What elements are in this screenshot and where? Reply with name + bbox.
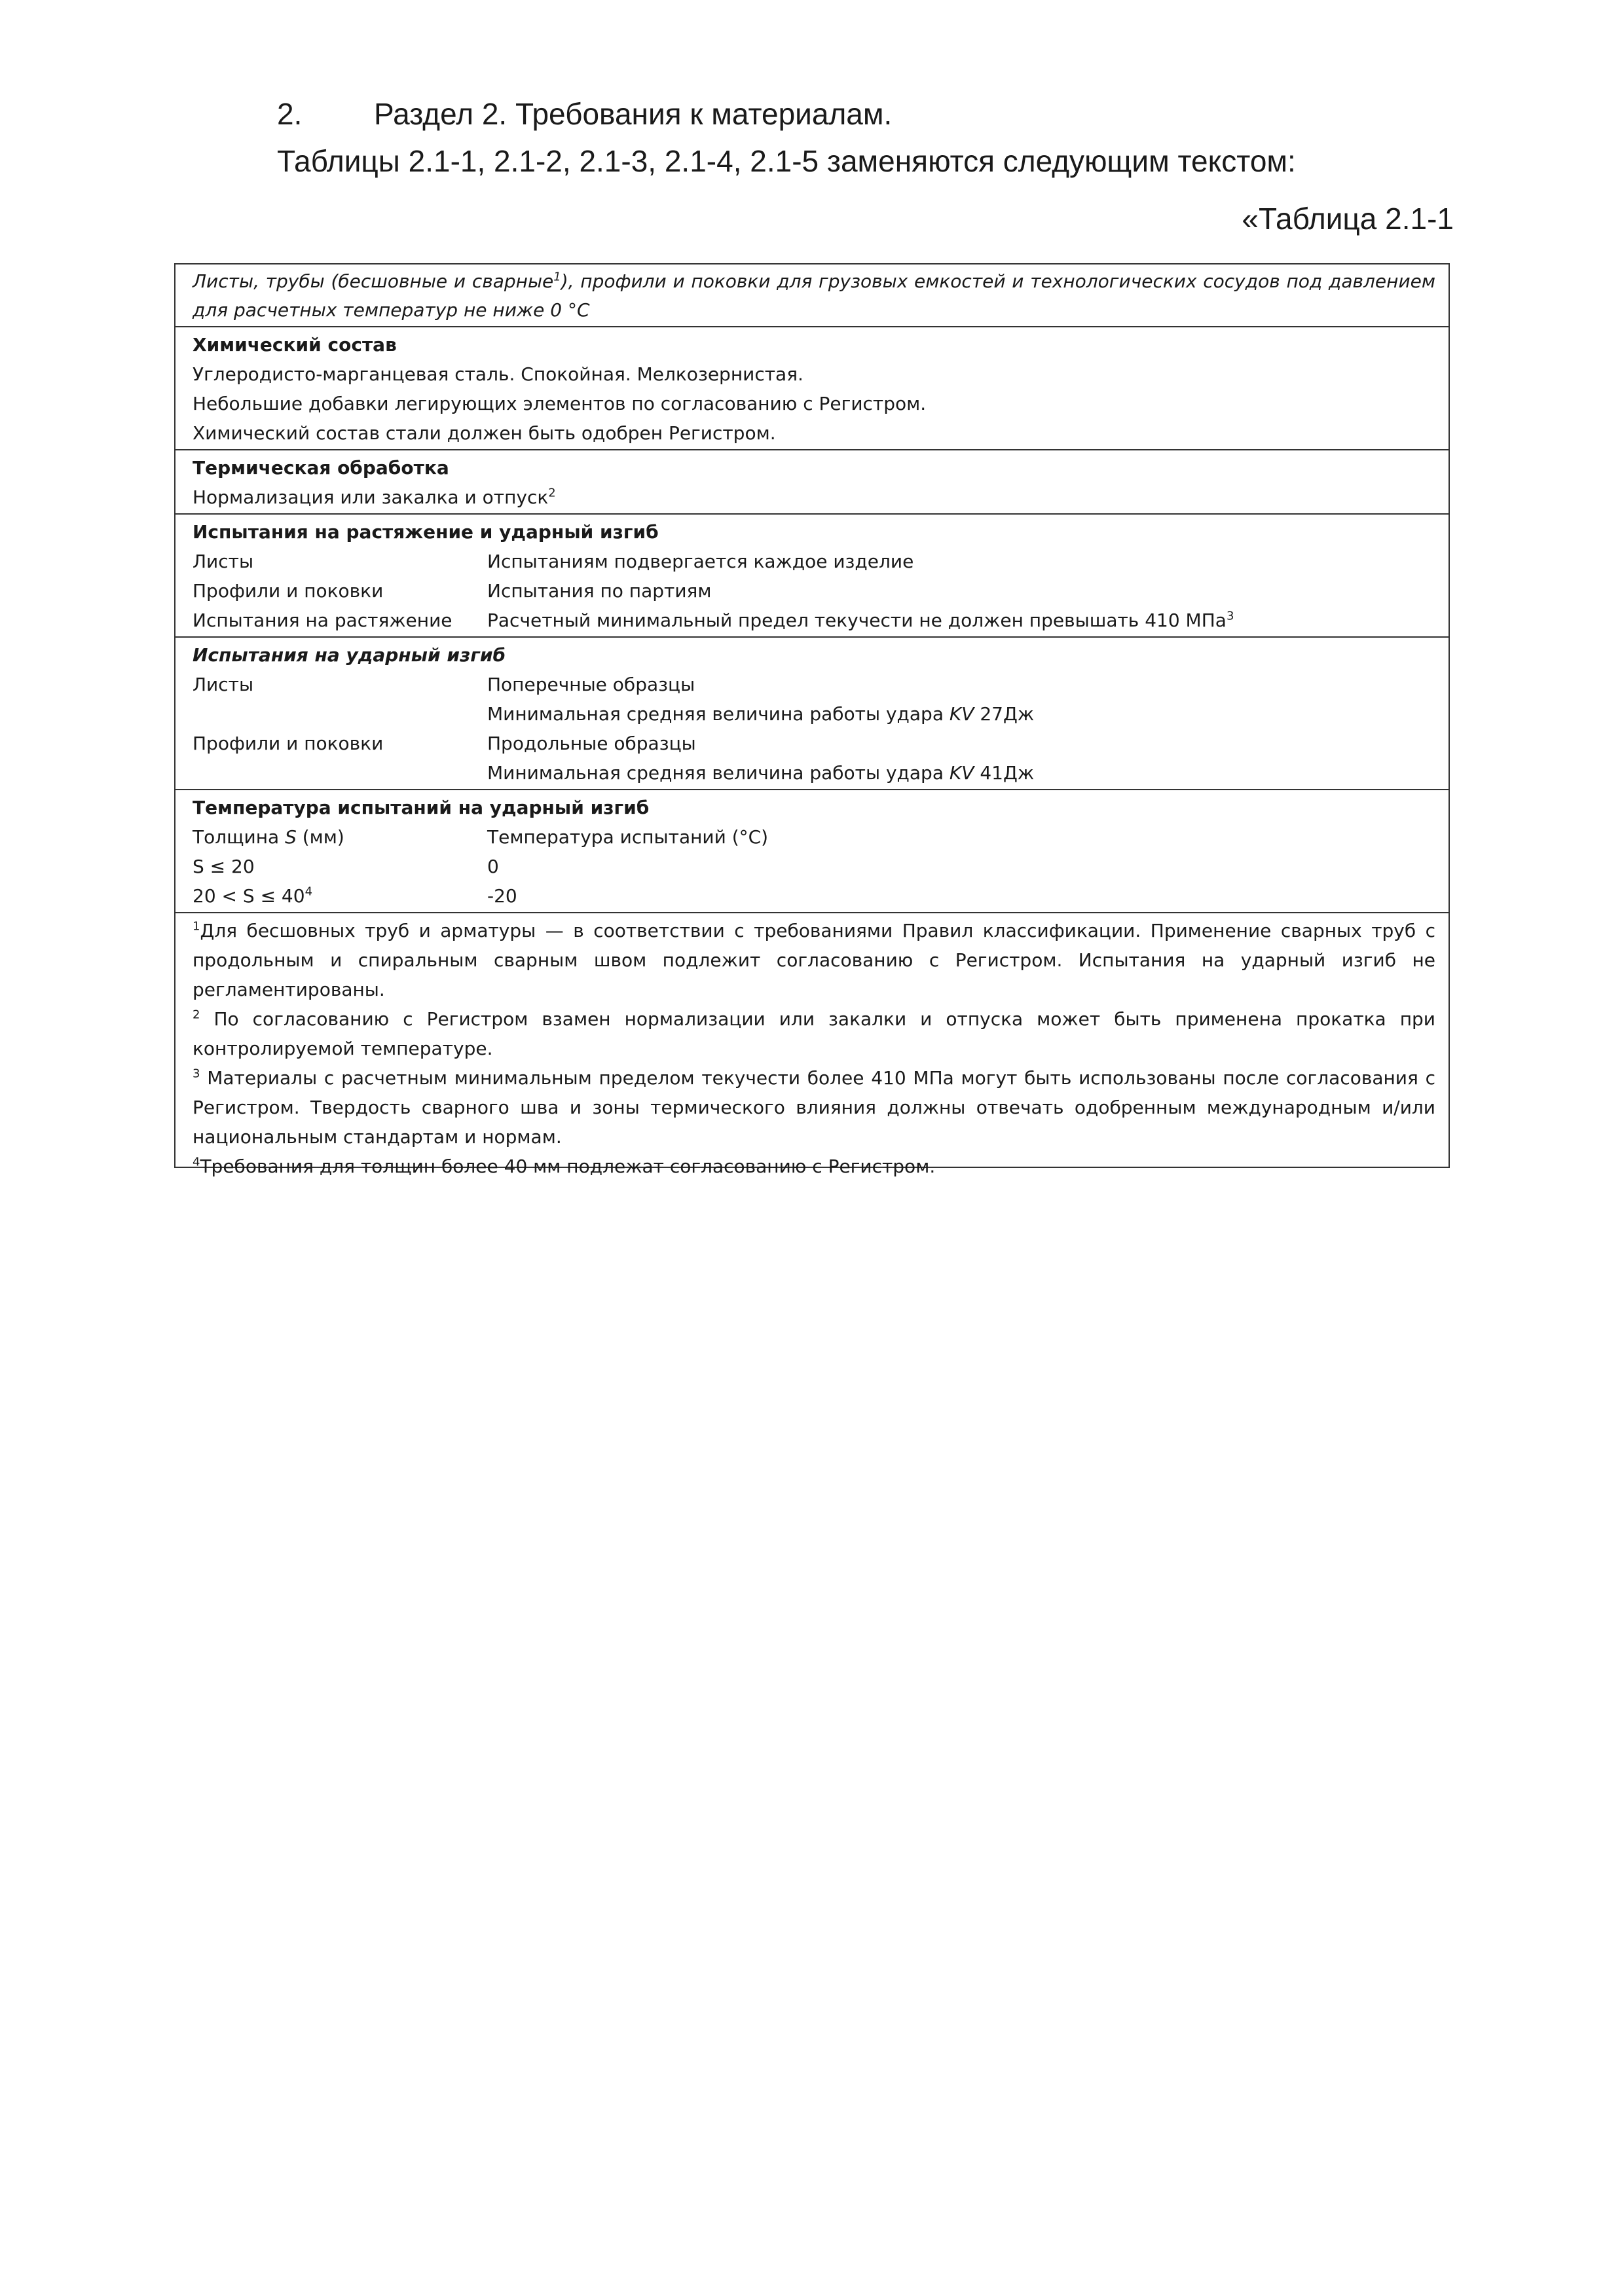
heat-treatment-section bbox=[175, 450, 1449, 515]
table-row: Профили и поковки Испытания по партиям bbox=[193, 580, 712, 602]
table-header-row: Толщина S (мм) Температура испытаний (°С) bbox=[193, 826, 769, 848]
chemical-composition-section bbox=[175, 327, 1449, 450]
section-number: 2. bbox=[277, 97, 303, 131]
table-title: Листы, трубы (бесшовные и сварные$^1$), профили и поковки для грузовых емкостей и технологических сосудов под давлением для расчетных температур не ниже 0 °С bbox=[193, 270, 1436, 321]
footnote: $^1$Для бесшовных труб и арматуры — в соответствии с требованиями Правил классификации. Применение сварных труб с продольным и спиральным сварным швом подлежит согласованию с Регистром. Испытания на ударный изгиб не регламентированы. bbox=[193, 919, 1435, 1000]
footnote: $^4$Требования для толщин более 40 мм подлежат согласованию с Регистром. bbox=[193, 1155, 936, 1177]
chemical-heading: Химический состав bbox=[193, 334, 397, 355]
footnote: $^3$ Материалы с расчетным минимальным пределом текучести более 410 МПа могут быть использованы после согласования с Регистром. Твердость сварного шва и зоны термического влияния должны отвечать одобренным международным и/или национальным стандартам и нормам. bbox=[193, 1066, 1435, 1148]
table-title-section bbox=[175, 264, 1449, 327]
table-row: Минимальная средняя величина работы удара KV 41Дж bbox=[487, 762, 1035, 784]
replacement-note: Таблицы 2.1-1, 2.1-2, 2.1-3, 2.1-4, 2.1-5 заменяются следующим текстом: bbox=[277, 144, 1296, 178]
section-heading bbox=[277, 96, 892, 132]
footnote: $^2$ По согласованию с Регистром взамен нормализации или закалки и отпуска может быть применена прокатка при контролируемой температуре. bbox=[193, 1008, 1435, 1059]
heat-heading: Термическая обработка bbox=[193, 457, 449, 479]
footnotes-section bbox=[175, 913, 1449, 1182]
requirements-table bbox=[174, 263, 1450, 1177]
temperature-heading: Температура испытаний на ударный изгиб bbox=[193, 797, 650, 818]
table-row: Листы Поперечные образцы bbox=[193, 674, 695, 695]
table-row: $20 < S \le 40^4$ -20 bbox=[193, 884, 517, 907]
chemical-line: Небольшие добавки легирующих элементов по согласованию с Регистром. bbox=[193, 393, 927, 414]
tensile-impact-section bbox=[175, 515, 1449, 638]
impact-test-section bbox=[175, 638, 1449, 790]
table-caption: «Таблица 2.1-1 bbox=[1242, 202, 1454, 236]
chemical-line: Химический состав стали должен быть одобрен Регистром. bbox=[193, 422, 776, 444]
table-row: Профили и поковки Продольные образцы bbox=[193, 733, 696, 754]
chemical-line: Углеродисто-марганцевая сталь. Спокойная. Мелкозернистая. bbox=[193, 363, 803, 385]
table-row: Испытания на растяжение Расчетный минимальный предел текучести не должен превышать 410 МПа$^3$ bbox=[193, 609, 1234, 631]
heat-text: Нормализация или закалка и отпуск$^2$ bbox=[193, 486, 556, 508]
section-title: Раздел 2. Требования к материалам. bbox=[374, 97, 893, 131]
tensile-heading: Испытания на растяжение и ударный изгиб bbox=[193, 521, 659, 543]
table-row: Минимальная средняя величина работы удара KV 27Дж bbox=[487, 703, 1035, 725]
table-row: S ≤ 20 0 bbox=[193, 856, 499, 877]
impact-heading: Испытания на ударный изгиб bbox=[193, 644, 506, 666]
table-row: Листы Испытаниям подвергается каждое изделие bbox=[193, 551, 914, 572]
test-temperature-section bbox=[175, 790, 1449, 913]
